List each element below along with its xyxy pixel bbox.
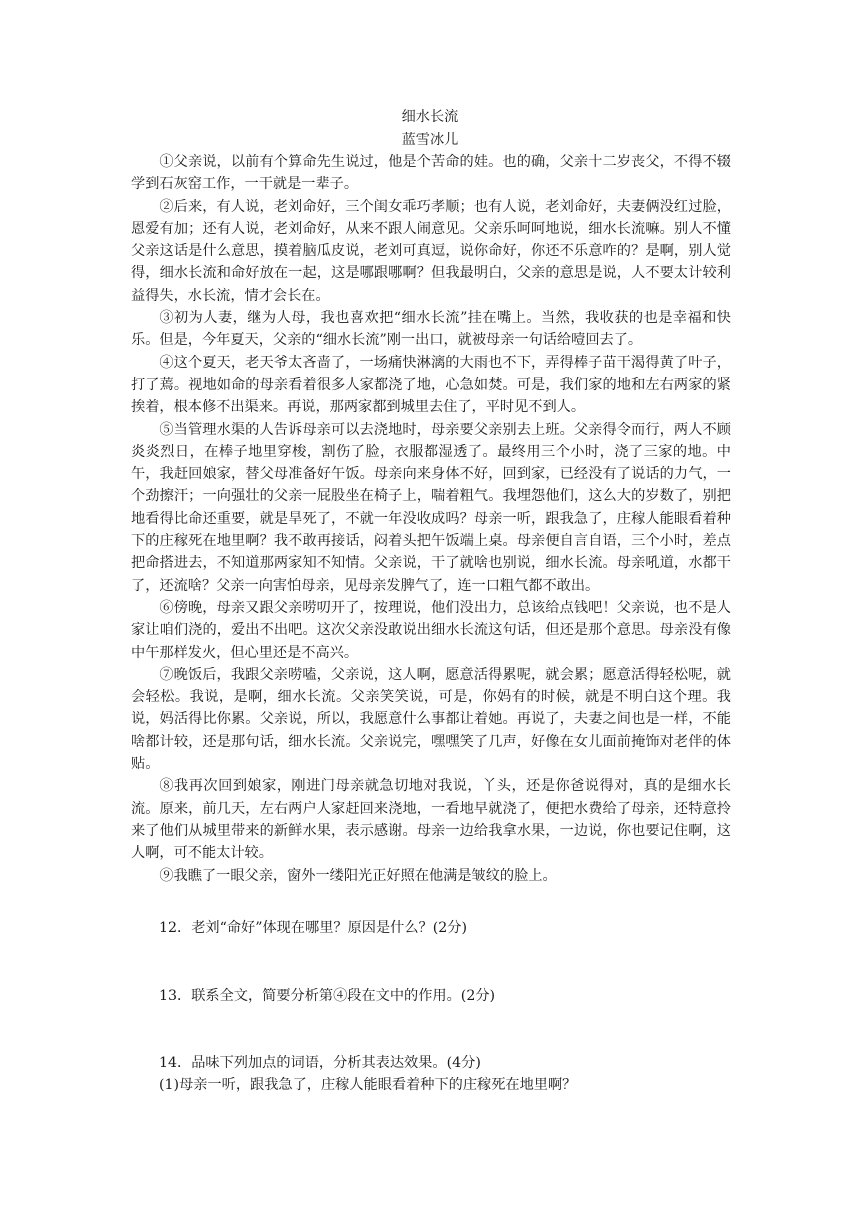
paragraph-6: ⑥傍晚，母亲又跟父亲唠叨开了，按理说，他们没出力，总该给点钱吧！父亲说，也不是人家让咱们浇的，爱出不出吧。这次父亲没敢说出细水长流这句话，但还是那个意思。母亲没有像中午那样发火，但心里还是不高兴。 (131, 599, 731, 661)
question-13: 13．联系全文，简要分析第④段在文中的作用。(2分) (159, 988, 496, 1004)
article-title: 细水长流 (401, 109, 459, 125)
article-body (131, 151, 731, 887)
question-12: 12．老刘“命好”体现在哪里？原因是什么？(2分) (159, 920, 468, 936)
paragraph-3: ③初为人妻，继为人母，我也喜欢把“细水长流”挂在嘴上。当然，我收获的也是幸福和快乐。但是，今年夏天，父亲的“细水长流”刚一出口，就被母亲一句话给噎回去了。 (131, 310, 731, 349)
paragraph-7: ⑦晚饭后，我跟父亲唠嗑，父亲说，这人啊，愿意活得累呢，就会累；愿意活得轻松呢，就会轻松。我说，是啊，细水长流。父亲笑笑说，可是，你妈有的时候，就是不明白这个理。我说，妈活得比你累。父亲说，所以，我愿意什么事都让着她。再说了，夫妻之间也是一样，不能啥都计较，还是那句话，细水长流。父亲说完，嘿嘿笑了几声，好像在女儿面前掩饰对老伴的体贴。 (131, 666, 731, 773)
paragraph-4: ④这个夏天，老天爷太吝啬了，一场痛快淋漓的大雨也不下，弄得棒子苗干渴得黄了叶子，打了蔫。视地如命的母亲看着很多人家都浇了地，心急如焚。可是，我们家的地和左右两家的紧挨着，根本修不出渠来。再说，那两家都到城里去住了，平时见不到人。 (131, 354, 731, 416)
paragraph-9: ⑨我瞧了一眼父亲，窗外一缕阳光正好照在他满是皱纹的脸上。 (159, 867, 557, 884)
question-14: 14．品味下列加点的词语，分析其表达效果。(4分) (159, 1055, 481, 1071)
paragraph-5: ⑤当管理水渠的人告诉母亲可以去浇地时，母亲要父亲别去上班。父亲得令而行，两人不顾炎炎烈日，在棒子地里穿梭，割伤了脸，衣服都湿透了。最终用三个小时，浇了三家的地。中午，我赶回娘家，替父母准备好午饭。母亲向来身体不好，回到家，已经没有了说话的力气，一个劲擦汗；一向强壮的父亲一屁股坐在椅子上，喘着粗气。我埋怨他们，这么大的岁数了，别把地看得比命还重要，就是旱死了，不就一年没收成吗？母亲一听，跟我急了，庄稼人能眼看着种下的庄稼死在地里啊？我不敢再接话，闷着头把午饭端上桌。母亲便自言自语，三个小时，差点把命搭进去，不知道那两家知不知情。父亲说，干了就啥也别说，细水长流。母亲吼道，水都干了，还流啥？父亲一向害怕母亲，见母亲发脾气了，连一口粗气都不敢出。 (131, 421, 731, 594)
paragraph-2: ②后来，有人说，老刘命好，三个闺女乖巧孝顺；也有人说，老刘命好，夫妻俩没红过脸，恩爱有加；还有人说，老刘命好，从来不跟人闹意见。父亲乐呵呵地说，细水长流嘛。别人不懂父亲这话是什么意思，摸着脑瓜皮说，老刘可真逗，说你命好，你还不乐意咋的？是啊，别人觉得，细水长流和命好放在一起，这是哪跟哪啊？但我最明白，父亲的意思是说，人不要太计较利益得失，水长流，情才会长在。 (131, 198, 731, 304)
paragraph-8: ⑧我再次回到娘家，刚进门母亲就急切地对我说，丫头，还是你爸说得对，真的是细水长流。原来，前几天，左右两户人家赶回来浇地，一看地早就浇了，便把水费给了母亲，还特意拎来了他们从城里带来的新鲜水果，表示感谢。母亲一边给我拿水果，一边说，你也要记住啊，这人啊，可不能太计较。 (131, 778, 731, 862)
article-author: 蓝雪冰儿 (401, 132, 459, 148)
question-14-item-1: (1)母亲一听，跟我急了，庄稼人能眼看着种下的庄稼死在地里啊？ (159, 1077, 577, 1093)
paragraph-1: ①父亲说，以前有个算命先生说过，他是个苦命的娃。也的确，父亲十二岁丧父，不得不辍学到石灰窑工作，一干就是一辈子。 (131, 154, 731, 193)
